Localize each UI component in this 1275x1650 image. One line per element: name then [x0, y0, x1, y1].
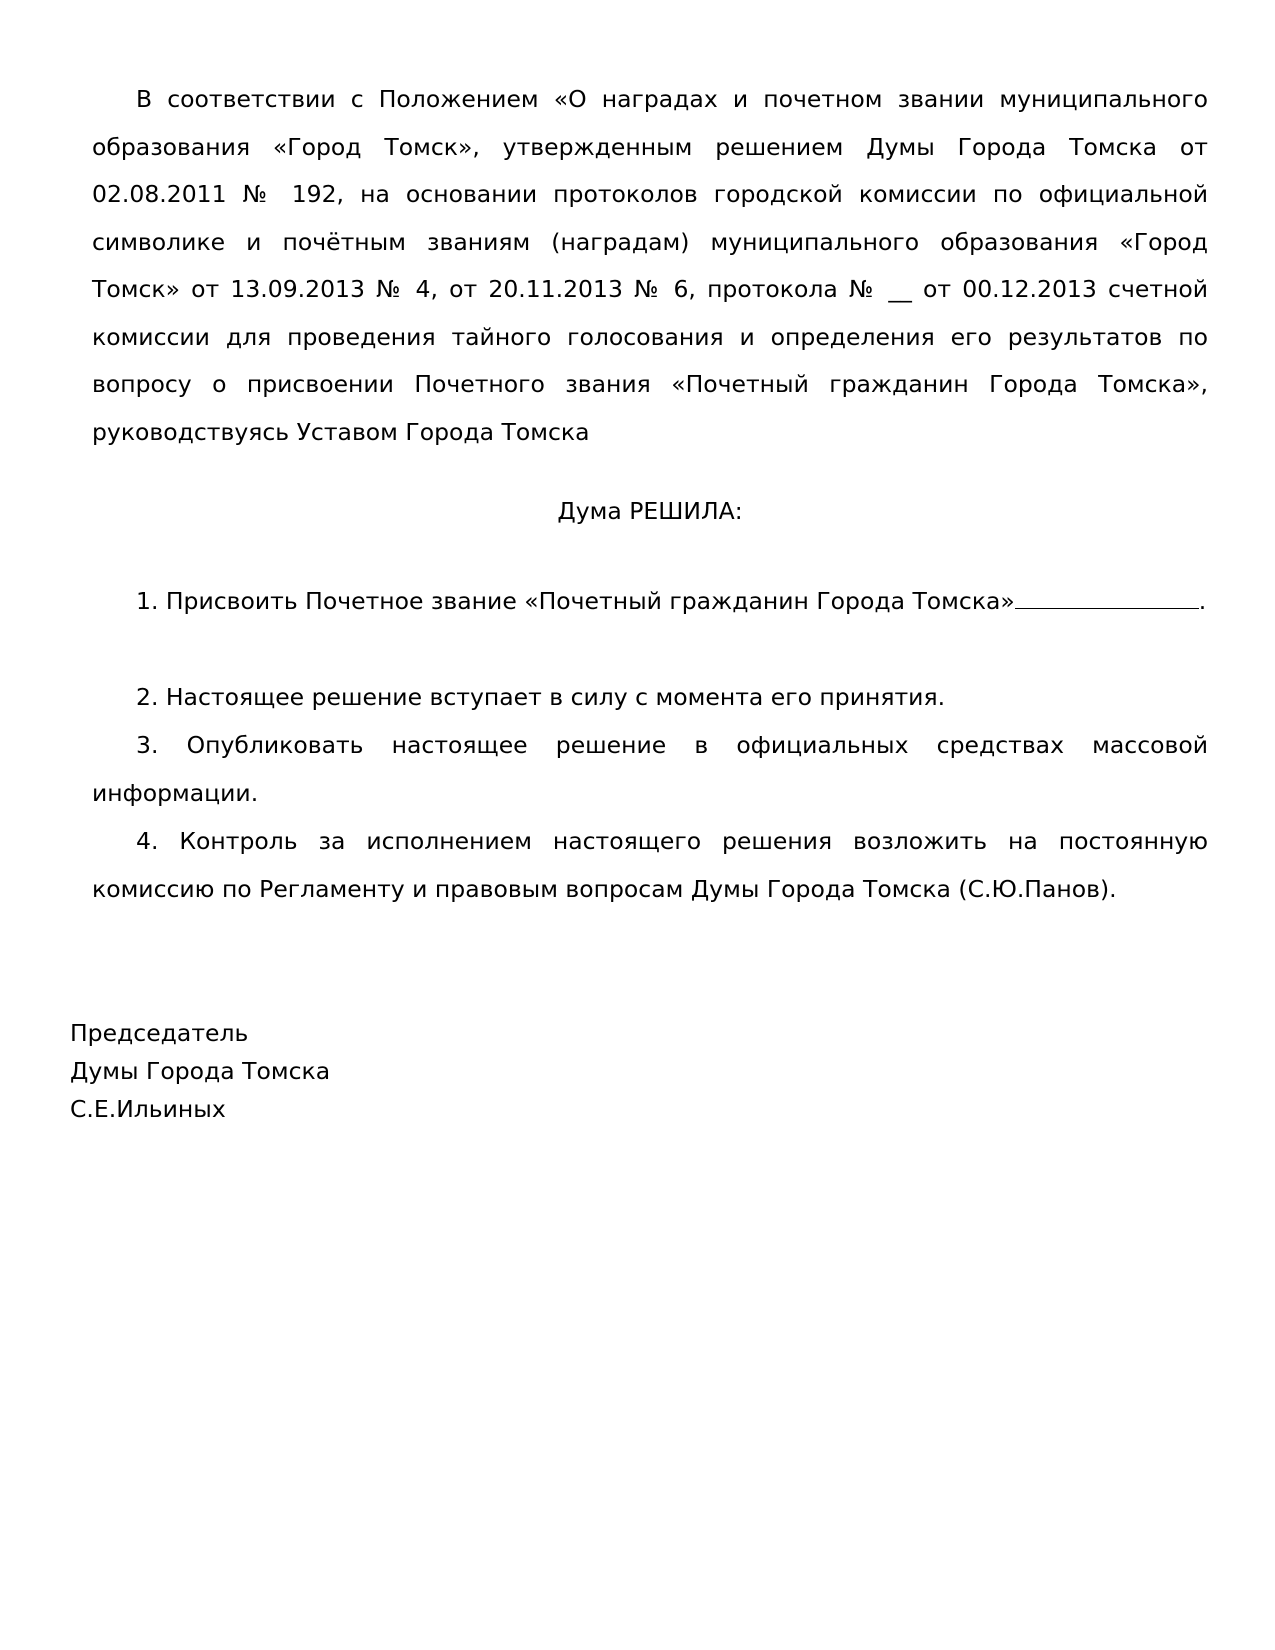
decision-item-1-suffix: . [1198, 587, 1207, 615]
decision-item-4: 4. Контроль за исполнением настоящего решения возложить на постоянную комиссию по Регламенту и правовым вопросам Думы Города Томска (С.Ю.Панов). [92, 827, 1208, 903]
decision-item-1 [92, 578, 1208, 626]
signature-organization: Думы Города Томска [70, 1057, 331, 1085]
decision-item-3: 3. Опубликовать настоящее решение в официальных средствах массовой информации. [92, 731, 1208, 807]
signature-position: Председатель [70, 1019, 249, 1047]
decision-item-1-text: 1. Присвоить Почетное звание «Почетный гражданин Города Томска» [136, 587, 1015, 615]
preamble-paragraph: В соответствии с Положением «О наградах и почетном звании муниципального образования «Город Томск», утвержденным решением Думы Города Томска от 02.08.2011 № 192, на основании протоколов городской комиссии по официальной символике и почётным званиям (наградам) муниципального образования «Город Томск» от 13.09.2013 № 4, от 20.11.2013 № 6, протокола № __ от 00.12.2013 счетной комиссии для проведения тайного голосования и определения его результатов по вопросу о присвоении Почетного звания «Почетный гражданин Города Томска», руководствуясь Уставом Города Томска [92, 85, 1208, 446]
signature-name: С.Е.Ильиных [70, 1095, 226, 1123]
signature-block [70, 1014, 330, 1128]
decision-heading: Дума РЕШИЛА: [557, 497, 743, 525]
name-blank-line [1015, 582, 1199, 609]
decision-item-2: 2. Настоящее решение вступает в силу с момента его принятия. [136, 683, 946, 711]
